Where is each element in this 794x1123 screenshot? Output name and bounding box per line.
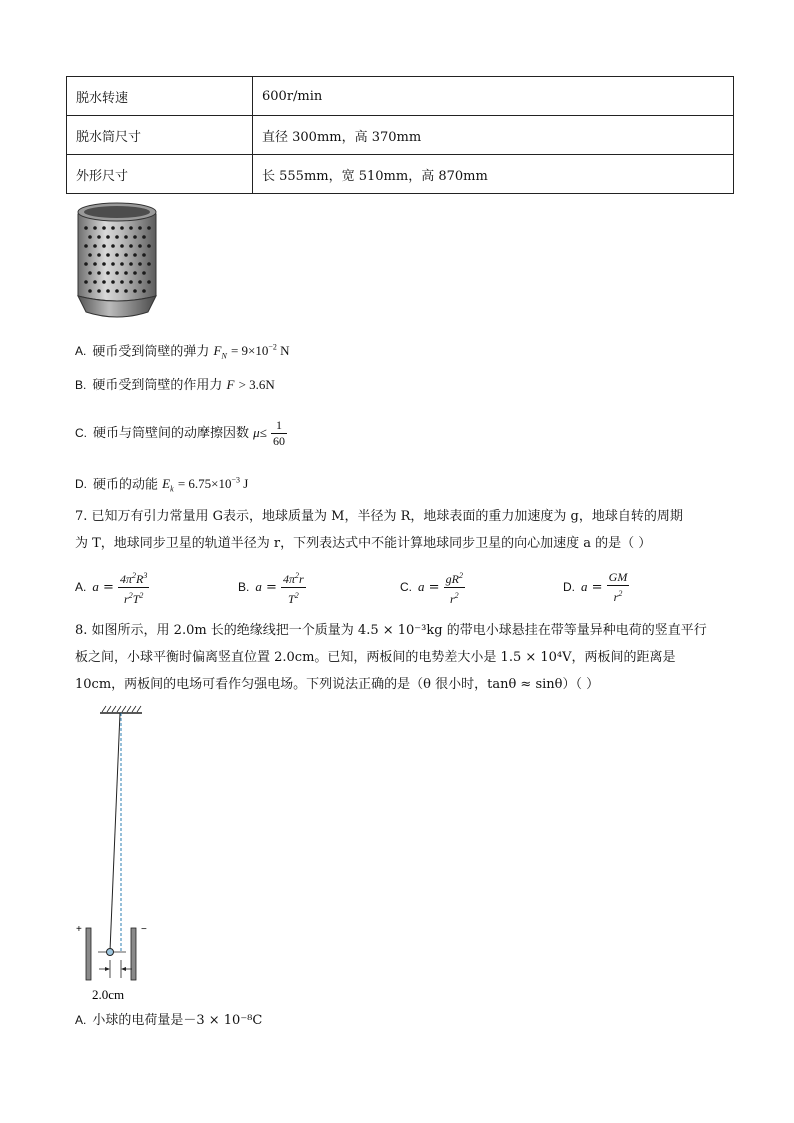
drum-hole bbox=[129, 226, 133, 230]
drum-hole bbox=[120, 262, 124, 266]
fraction-d: $\frac{GM}{r^2}$ bbox=[608, 569, 628, 604]
minus-label: − bbox=[141, 924, 147, 935]
drum-hole bbox=[142, 289, 146, 293]
table-cell-value: 600r/min bbox=[253, 77, 734, 116]
drum-hole bbox=[111, 226, 115, 230]
drum-hole bbox=[111, 280, 115, 284]
drum-hole bbox=[97, 235, 101, 239]
drum-hole bbox=[129, 280, 133, 284]
drum-hole bbox=[133, 289, 137, 293]
option-text: 小球的电荷量是－3 × 10⁻⁸C bbox=[92, 1013, 263, 1028]
drum-hole bbox=[120, 226, 124, 230]
drum-hole bbox=[106, 235, 110, 239]
q6-option-a[interactable] bbox=[75, 338, 290, 367]
option-letter: C. bbox=[75, 426, 87, 440]
option-text: 硬币受到筒壁的弹力 bbox=[92, 344, 210, 360]
drum-hole bbox=[142, 271, 146, 275]
drum-hole bbox=[84, 244, 88, 248]
drum-hole bbox=[124, 253, 128, 257]
drum-hole bbox=[93, 226, 97, 230]
left-plate bbox=[86, 928, 91, 980]
fraction-1-60: $\frac{1}{60}$ bbox=[272, 418, 285, 448]
fraction-b: $\frac{4\pi^2r}{T^2}$ bbox=[281, 568, 306, 607]
thread-line bbox=[110, 713, 120, 951]
table-row bbox=[67, 155, 734, 194]
drum-hole bbox=[138, 280, 142, 284]
drum-hole bbox=[147, 262, 151, 266]
drum-hole bbox=[115, 235, 119, 239]
q7-choices bbox=[75, 566, 735, 608]
charged-ball bbox=[107, 949, 114, 956]
formula-fn: $F_N$ bbox=[213, 343, 227, 361]
drum-hole bbox=[124, 271, 128, 275]
drum-hole bbox=[115, 289, 119, 293]
option-text: 硬币与筒壁间的动摩擦因数 bbox=[93, 426, 250, 441]
formula-ek: $E_k$ bbox=[162, 476, 174, 494]
table-cell-key: 脱水筒尺寸 bbox=[67, 116, 253, 155]
formula-f-rest: > 3.6N bbox=[238, 377, 275, 392]
drum-hole bbox=[84, 280, 88, 284]
drum-hole bbox=[129, 262, 133, 266]
drum-hole bbox=[88, 253, 92, 257]
option-letter: D. bbox=[563, 580, 575, 594]
drum-hole bbox=[84, 262, 88, 266]
table-cell-value: 长 555mm，宽 510mm，高 870mm bbox=[253, 155, 734, 194]
drum-hole bbox=[133, 235, 137, 239]
q7-option-c[interactable]: C. a = $\frac{gR^2}{r^2}$ bbox=[400, 566, 465, 608]
q7-stem bbox=[75, 503, 735, 557]
pendulum-diagram bbox=[70, 700, 170, 1005]
drum-hole bbox=[88, 289, 92, 293]
drum-hole bbox=[120, 280, 124, 284]
drum-hole bbox=[102, 226, 106, 230]
drum-hole bbox=[97, 271, 101, 275]
q7-stem-line: 7. 已知万有引力常量用 G表示，地球质量为 M，半径为 R，地球表面的重力加速度为 g，地球自转的周期 bbox=[75, 509, 683, 524]
drum-hole bbox=[138, 226, 142, 230]
spec-table bbox=[66, 76, 734, 194]
drum-hole bbox=[111, 262, 115, 266]
formula-f: F bbox=[226, 377, 235, 392]
drum-hole bbox=[106, 289, 110, 293]
drum-hole bbox=[102, 244, 106, 248]
drum-hole bbox=[138, 262, 142, 266]
fraction-a: $\frac{4\pi^2R^3}{r^2T^2}$ bbox=[118, 568, 149, 607]
q8-stem-line: 10cm，两板间的电场可看作匀强电场。下列说法正确的是（θ 很小时，tanθ ≈ sinθ）（ ） bbox=[75, 677, 600, 692]
drum-hole bbox=[124, 289, 128, 293]
table-row bbox=[67, 77, 734, 116]
perforated-drum-image bbox=[72, 200, 162, 328]
drum-hole bbox=[142, 235, 146, 239]
ceiling-hatch bbox=[102, 706, 141, 712]
q8-stem bbox=[75, 617, 735, 698]
drum-hole bbox=[129, 244, 133, 248]
drum-hole bbox=[147, 226, 151, 230]
drum-hole bbox=[133, 271, 137, 275]
drum-hole bbox=[93, 280, 97, 284]
option-letter: B. bbox=[75, 378, 87, 392]
fraction-c: $\frac{gR^2}{r^2}$ bbox=[444, 568, 465, 607]
q8-option-a[interactable] bbox=[75, 1010, 262, 1031]
table-cell-key: 外形尺寸 bbox=[67, 155, 253, 194]
option-letter: D. bbox=[75, 477, 87, 492]
q6-option-d[interactable] bbox=[75, 471, 248, 500]
right-plate bbox=[131, 928, 136, 980]
drum-hole bbox=[97, 253, 101, 257]
drum-hole bbox=[115, 271, 119, 275]
drum-hole bbox=[97, 289, 101, 293]
formula-ek-rest: = $6.75\times 10^{-3}$ J bbox=[177, 476, 249, 492]
option-letter: A. bbox=[75, 580, 87, 594]
drum-hole bbox=[93, 262, 97, 266]
table-cell-key: 脱水转速 bbox=[67, 77, 253, 116]
q7-option-b[interactable]: B. a = $\frac{4\pi^2r}{T^2}$ bbox=[238, 566, 306, 608]
drum-hole bbox=[106, 271, 110, 275]
option-text: 硬币受到筒壁的作用力 bbox=[92, 378, 223, 393]
drum-hole bbox=[88, 235, 92, 239]
q7-stem-line: 为 T，地球同步卫星的轨道半径为 r，下列表达式中不能计算地球同步卫星的向心加速度 a 的是（ ） bbox=[75, 536, 652, 551]
drum-hole bbox=[147, 280, 151, 284]
plus-label: + bbox=[76, 924, 82, 935]
drum-hole bbox=[124, 235, 128, 239]
drum-hole bbox=[93, 244, 97, 248]
drum-hole bbox=[115, 253, 119, 257]
drum-hole bbox=[102, 262, 106, 266]
option-text: 硬币的动能 bbox=[93, 477, 159, 493]
drum-hole bbox=[138, 244, 142, 248]
drum-hole bbox=[102, 280, 106, 284]
table-cell-value: 直径 300mm，高 370mm bbox=[253, 116, 734, 155]
option-letter: A. bbox=[75, 1013, 87, 1027]
table-row bbox=[67, 116, 734, 155]
option-letter: B. bbox=[238, 580, 250, 594]
option-letter: A. bbox=[75, 344, 87, 359]
q8-stem-line: 8. 如图所示，用 2.0m 长的绝缘线把一个质量为 4.5 × 10⁻³kg 的带电小球悬挂在带等量异种电荷的竖直平行 bbox=[75, 623, 707, 638]
q6-option-c[interactable]: C. 硬币与筒壁间的动摩擦因数 μ≤ $\frac{1}{60}$ bbox=[75, 418, 285, 448]
drum-hole bbox=[84, 226, 88, 230]
q6-option-b[interactable] bbox=[75, 375, 275, 396]
drum-hole bbox=[142, 253, 146, 257]
drum-hole bbox=[120, 244, 124, 248]
q7-option-a[interactable]: A. a = $\frac{4\pi^2R^3}{r^2T^2}$ bbox=[75, 566, 149, 608]
drum-hole bbox=[106, 253, 110, 257]
drum-hole bbox=[133, 253, 137, 257]
drum-hole bbox=[147, 244, 151, 248]
drum-hole bbox=[111, 244, 115, 248]
distance-label: 2.0cm bbox=[92, 987, 125, 1002]
drum-hole bbox=[88, 271, 92, 275]
formula-mu: μ bbox=[253, 425, 260, 440]
formula-fn-rest: = $9\times 10^{-2}$ N bbox=[230, 343, 290, 359]
option-letter: C. bbox=[400, 580, 412, 594]
q7-option-d[interactable]: D. a = $\frac{GM}{r^2}$ bbox=[563, 569, 628, 604]
q8-stem-line: 板之间，小球平衡时偏离竖直位置 2.0cm。已知，两板间的电势差大小是 1.5 × 10⁴V，两板间的距离是 bbox=[75, 650, 676, 665]
